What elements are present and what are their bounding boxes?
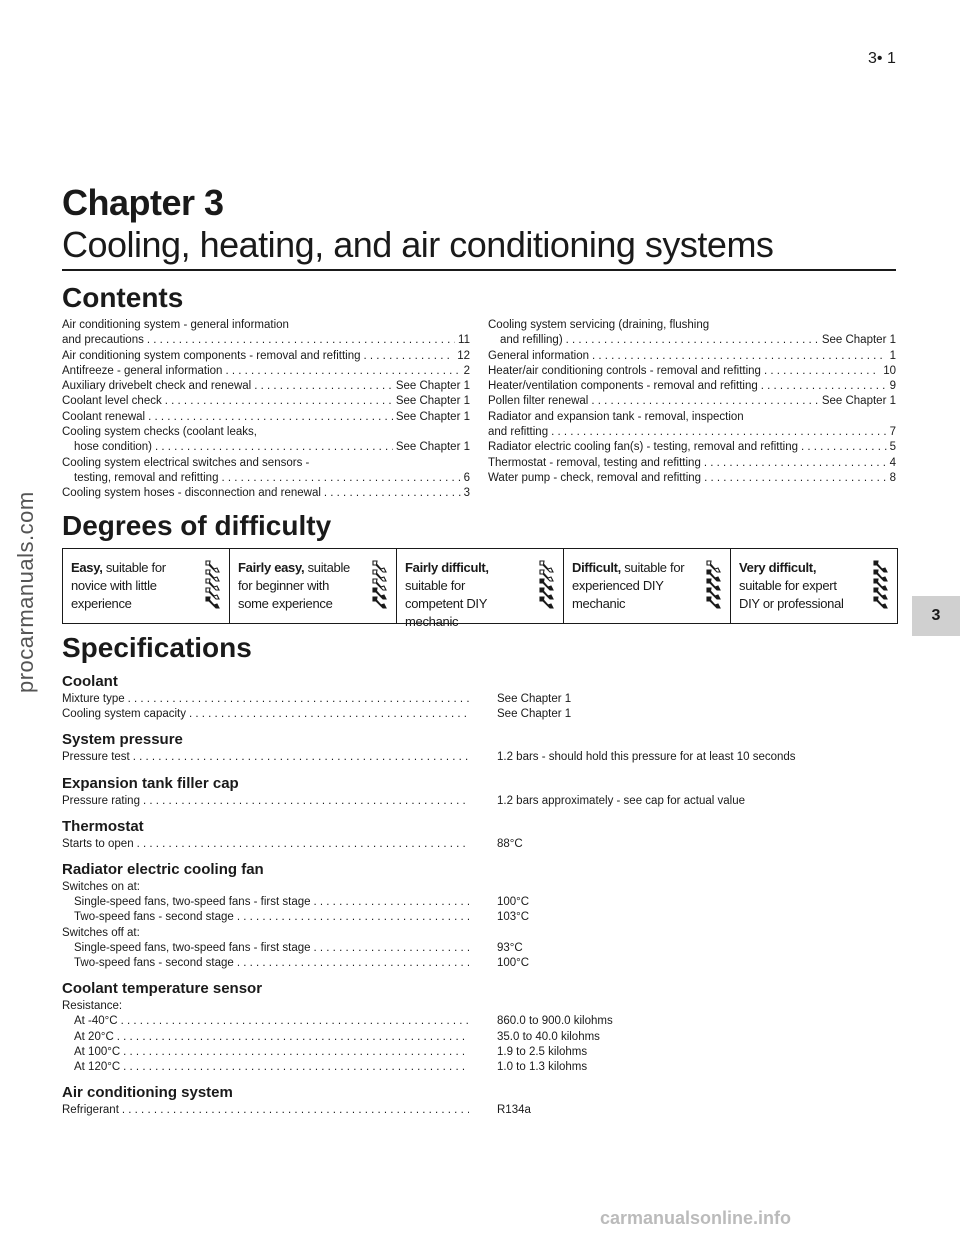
toc-entry (62, 486, 470, 501)
spec-label: Starts to open (62, 837, 134, 850)
chapter-title: Chapter 3 (62, 182, 224, 223)
spec-leader (128, 692, 469, 707)
difficulty-text (405, 559, 525, 631)
toc-entry-title: Pollen filter renewal (488, 395, 589, 408)
toc-entry-page: 7 (889, 426, 896, 439)
difficulty-label: Fairly easy, (238, 560, 305, 575)
toc-leader (165, 394, 393, 409)
spec-leader (314, 941, 469, 956)
spec-value: See Chapter 1 (497, 708, 572, 721)
spec-value: 1.9 to 2.5 kilohms (497, 1045, 588, 1058)
spec-label: At -40°C (74, 1015, 118, 1028)
toc-entry-title: Air conditioning system components - removal and refitting (62, 349, 361, 362)
difficulty-box (62, 548, 898, 629)
toc-entry (488, 318, 896, 333)
toc-entry-title: and refitting (488, 426, 549, 439)
toc-entry-page: See Chapter 1 (395, 395, 470, 408)
toc-entry (488, 379, 896, 394)
spec-row (62, 692, 896, 707)
toc-entry (62, 440, 470, 455)
spec-label: Cooling system capacity (62, 708, 186, 721)
toc-leader (591, 394, 818, 409)
toc-entry-page: 6 (463, 471, 470, 484)
spec-label-cell (62, 910, 472, 925)
spec-value: 1.2 bars - should hold this pressure for at least 10 seconds (497, 751, 796, 764)
spec-leader (237, 956, 469, 971)
spec-group-heading: Air conditioning system (62, 1084, 233, 1102)
toc-entry-title: Heater/air conditioning controls - removal and refitting (488, 364, 761, 377)
difficulty-description: suitable for novice with little experience (71, 560, 166, 611)
spec-row (62, 1014, 896, 1029)
toc-entry-page: 10 (883, 364, 896, 377)
difficulty-level-5 (731, 549, 897, 623)
difficulty-label: Easy, (71, 560, 103, 575)
toc-entry-title: Auxiliary drivebelt check and renewal (62, 380, 252, 393)
toc-entry-title: Cooling system servicing (draining, flushing (488, 319, 710, 331)
toc-entry (62, 379, 470, 394)
toc-entry-page: 4 (889, 456, 896, 469)
spec-value: 1.2 bars approximately - see cap for actual value (497, 794, 746, 807)
toc-entry-page: 11 (458, 334, 470, 347)
toc-leader (761, 379, 887, 394)
spec-leader (314, 895, 469, 910)
spec-value: 100°C (497, 896, 530, 909)
spec-leader (123, 1045, 469, 1060)
spec-leader (137, 837, 469, 852)
difficulty-text (238, 559, 358, 613)
spec-leader (237, 910, 469, 925)
degrees-heading: Degrees of difficulty (62, 510, 332, 541)
toc-entry (488, 333, 896, 348)
spec-label-cell (62, 750, 472, 765)
spec-label-cell (62, 1103, 472, 1118)
spec-row (62, 910, 896, 925)
toc-entry-title: and precautions (62, 334, 144, 347)
spec-label: Single-speed fans, two-speed fans - first stage (74, 896, 311, 909)
spec-row (62, 999, 896, 1014)
toc-entry (488, 394, 896, 409)
difficulty-level-4 (564, 549, 731, 623)
toc-entry-title: Radiator electric cooling fan(s) - testing, removal and refitting (488, 441, 799, 454)
spec-label-cell (62, 794, 472, 809)
toc-entry-title: Air conditioning system - general information (62, 319, 289, 331)
toc-entry (62, 318, 470, 333)
spec-value: 860.0 to 900.0 kilohms (497, 1015, 613, 1028)
spec-row (62, 956, 896, 971)
spec-row (62, 895, 896, 910)
spec-label: At 120°C (74, 1061, 121, 1074)
spec-label-cell (62, 1014, 472, 1029)
spec-group-heading: Coolant temperature sensor (62, 980, 263, 998)
difficulty-description: suitable for expert DIY or professional (739, 578, 844, 611)
spec-value: 88°C (497, 837, 523, 850)
toc-entry (62, 410, 470, 425)
spec-label-cell (62, 1030, 472, 1045)
spec-value: 35.0 to 40.0 kilohms (497, 1030, 600, 1043)
toc-leader (155, 440, 393, 455)
toc-leader (221, 471, 460, 486)
toc-leader (566, 333, 819, 348)
spec-row (62, 837, 896, 852)
difficulty-label: Very difficult, (739, 560, 817, 575)
toc-entry (62, 425, 470, 440)
spec-label-cell (62, 999, 122, 1014)
spanner-icon (869, 559, 891, 615)
spec-label: Mixture type (62, 693, 125, 705)
spec-label-cell (62, 956, 472, 971)
difficulty-label: Difficult, (572, 560, 621, 575)
spec-leader (121, 1014, 469, 1029)
toc-leader (324, 486, 461, 501)
toc-entry (488, 440, 896, 455)
specifications-heading: Specifications (62, 632, 252, 663)
footer-watermark: carmanualsonline.info (600, 1208, 792, 1228)
spec-group (62, 1083, 896, 1118)
spec-label-cell (62, 941, 472, 956)
chapter-tab: 3 (912, 596, 960, 636)
toc-entry (488, 349, 896, 364)
toc-entry-title: Cooling system checks (coolant leaks, (62, 426, 257, 439)
difficulty-description: suitable for beginner with some experience (238, 560, 350, 611)
spec-group-heading: Radiator electric cooling fan (62, 861, 264, 879)
toc-leader (225, 364, 460, 379)
spec-group (62, 672, 896, 722)
spec-group-heading: Thermostat (62, 817, 144, 835)
page-number: 3• 1 (868, 50, 896, 67)
toc-entry-page: 5 (889, 441, 896, 454)
toc-entry-page: 2 (463, 364, 470, 377)
spec-label-cell (62, 880, 140, 895)
spec-group-heading: Expansion tank filler cap (62, 774, 239, 792)
toc-entry (488, 364, 896, 379)
spec-value: 93°C (497, 941, 523, 954)
spec-label-cell (62, 926, 140, 941)
spec-row (62, 880, 896, 895)
side-watermark: procarmanuals.com (13, 491, 38, 693)
toc-entry-page: See Chapter 1 (821, 334, 896, 347)
spec-row (62, 1030, 896, 1045)
spanner-icon (368, 559, 390, 615)
spec-label: Two-speed fans - second stage (74, 957, 234, 970)
spec-label: Two-speed fans - second stage (74, 911, 234, 924)
spec-label-cell (62, 1045, 472, 1060)
spec-leader (123, 1060, 469, 1075)
spec-leader (133, 750, 469, 765)
spec-label: Switches on at: (62, 881, 140, 894)
spec-value: See Chapter 1 (497, 693, 572, 705)
spec-row (62, 1045, 896, 1060)
spec-label-cell (62, 837, 472, 852)
spec-group (62, 860, 896, 971)
toc-entry (62, 349, 470, 364)
toc-entry (62, 333, 470, 348)
difficulty-level-3 (397, 549, 564, 629)
spec-leader (117, 1030, 469, 1045)
toc-leader (147, 333, 455, 348)
toc-entry-title: testing, removal and refitting (74, 471, 219, 484)
spec-leader (122, 1103, 469, 1118)
spanner-icon (702, 559, 724, 615)
spec-row (62, 1103, 896, 1118)
spec-label: Switches off at: (62, 926, 140, 939)
spec-group (62, 979, 896, 1075)
difficulty-label: Fairly difficult, (405, 560, 489, 575)
spanner-icon (535, 559, 557, 615)
toc-entry (62, 471, 470, 486)
spec-label: Resistance: (62, 1000, 123, 1013)
difficulty-description: suitable for experienced DIY mechanic (572, 560, 685, 611)
toc-entry (62, 364, 470, 379)
spec-label-cell (62, 707, 472, 722)
toc-entry (488, 456, 896, 471)
toc-entry-title: Cooling system hoses - disconnection and renewal (62, 487, 321, 500)
contents-heading: Contents (62, 282, 184, 313)
difficulty-description: suitable for competent DIY mechanic (405, 578, 487, 629)
toc-right-column (488, 318, 896, 486)
spec-row (62, 1060, 896, 1075)
spec-value: R134a (497, 1104, 531, 1117)
difficulty-level-1 (63, 549, 230, 623)
toc-entry-page: See Chapter 1 (395, 380, 470, 393)
toc-entry-title: Heater/ventilation components - removal and refitting (488, 380, 758, 393)
toc-entry (488, 410, 896, 425)
toc-entry-page: See Chapter 1 (395, 410, 470, 423)
spec-label: Pressure rating (62, 794, 140, 807)
toc-entry-page: 12 (457, 349, 470, 362)
spec-label-cell (62, 895, 472, 910)
spec-row (62, 926, 896, 941)
spec-label: At 100°C (74, 1045, 121, 1058)
toc-entry-title: Thermostat - removal, testing and refitting (488, 456, 701, 469)
toc-entry (488, 425, 896, 440)
toc-leader (364, 349, 455, 364)
spec-group (62, 817, 896, 852)
toc-leader (254, 379, 393, 394)
toc-entry-title: hose condition) (74, 441, 152, 454)
spec-label: Pressure test (62, 751, 130, 764)
spec-group (62, 774, 896, 809)
toc-leader (592, 349, 887, 364)
spec-group-heading: System pressure (62, 731, 183, 749)
spec-row (62, 707, 896, 722)
toc-entry-page: 3 (463, 487, 470, 500)
spec-row (62, 941, 896, 956)
toc-entry-title: General information (488, 349, 589, 362)
spec-group (62, 730, 896, 765)
toc-entry-page: See Chapter 1 (395, 441, 470, 454)
toc-entry-title: Radiator and expansion tank - removal, inspection (488, 410, 744, 423)
spec-label: At 20°C (74, 1030, 114, 1043)
toc-entry (62, 394, 470, 409)
toc-entry-page: 1 (889, 349, 896, 362)
toc-entry-page: See Chapter 1 (821, 395, 896, 408)
difficulty-level-2 (230, 549, 397, 623)
toc-entry-title: Coolant renewal (62, 410, 146, 423)
spec-value: 103°C (497, 911, 530, 924)
spec-value: 1.0 to 1.3 kilohms (497, 1061, 588, 1074)
specifications-list (62, 672, 896, 1126)
difficulty-text (71, 559, 191, 613)
chapter-subtitle: Cooling, heating, and air conditioning systems (62, 224, 774, 265)
toc-entry-page: 9 (889, 380, 896, 393)
toc-entry (488, 471, 896, 486)
spec-label: Single-speed fans, two-speed fans - first stage (74, 941, 311, 954)
toc-leader (704, 456, 887, 471)
spec-row (62, 750, 896, 765)
toc-entry-page: 8 (889, 471, 896, 484)
toc-leader (764, 364, 880, 379)
toc-entry-title: Cooling system electrical switches and sensors - (62, 456, 310, 469)
toc-leader (148, 410, 393, 425)
spec-label-cell (62, 692, 472, 707)
spanner-icon (201, 559, 223, 615)
spec-row (62, 794, 896, 809)
difficulty-text (572, 559, 692, 613)
spec-leader (189, 707, 469, 722)
toc-leader (704, 471, 887, 486)
difficulty-text (739, 559, 859, 613)
toc-entry-title: Coolant level check (62, 395, 162, 408)
toc-entry (62, 456, 470, 471)
toc-entry-title: and refilling) (500, 334, 563, 347)
toc-entry-title: Water pump - check, removal and refitting (488, 471, 702, 484)
toc-leader (801, 440, 887, 455)
toc-left-column (62, 318, 470, 502)
title-rule (62, 269, 896, 271)
spec-leader (143, 794, 469, 809)
toc-entry-title: Antifreeze - general information (62, 364, 223, 377)
spec-group-heading: Coolant (62, 673, 118, 690)
spec-label: Refrigerant (62, 1104, 119, 1117)
spec-label-cell (62, 1060, 472, 1075)
toc-leader (551, 425, 886, 440)
spec-value: 100°C (497, 957, 530, 970)
